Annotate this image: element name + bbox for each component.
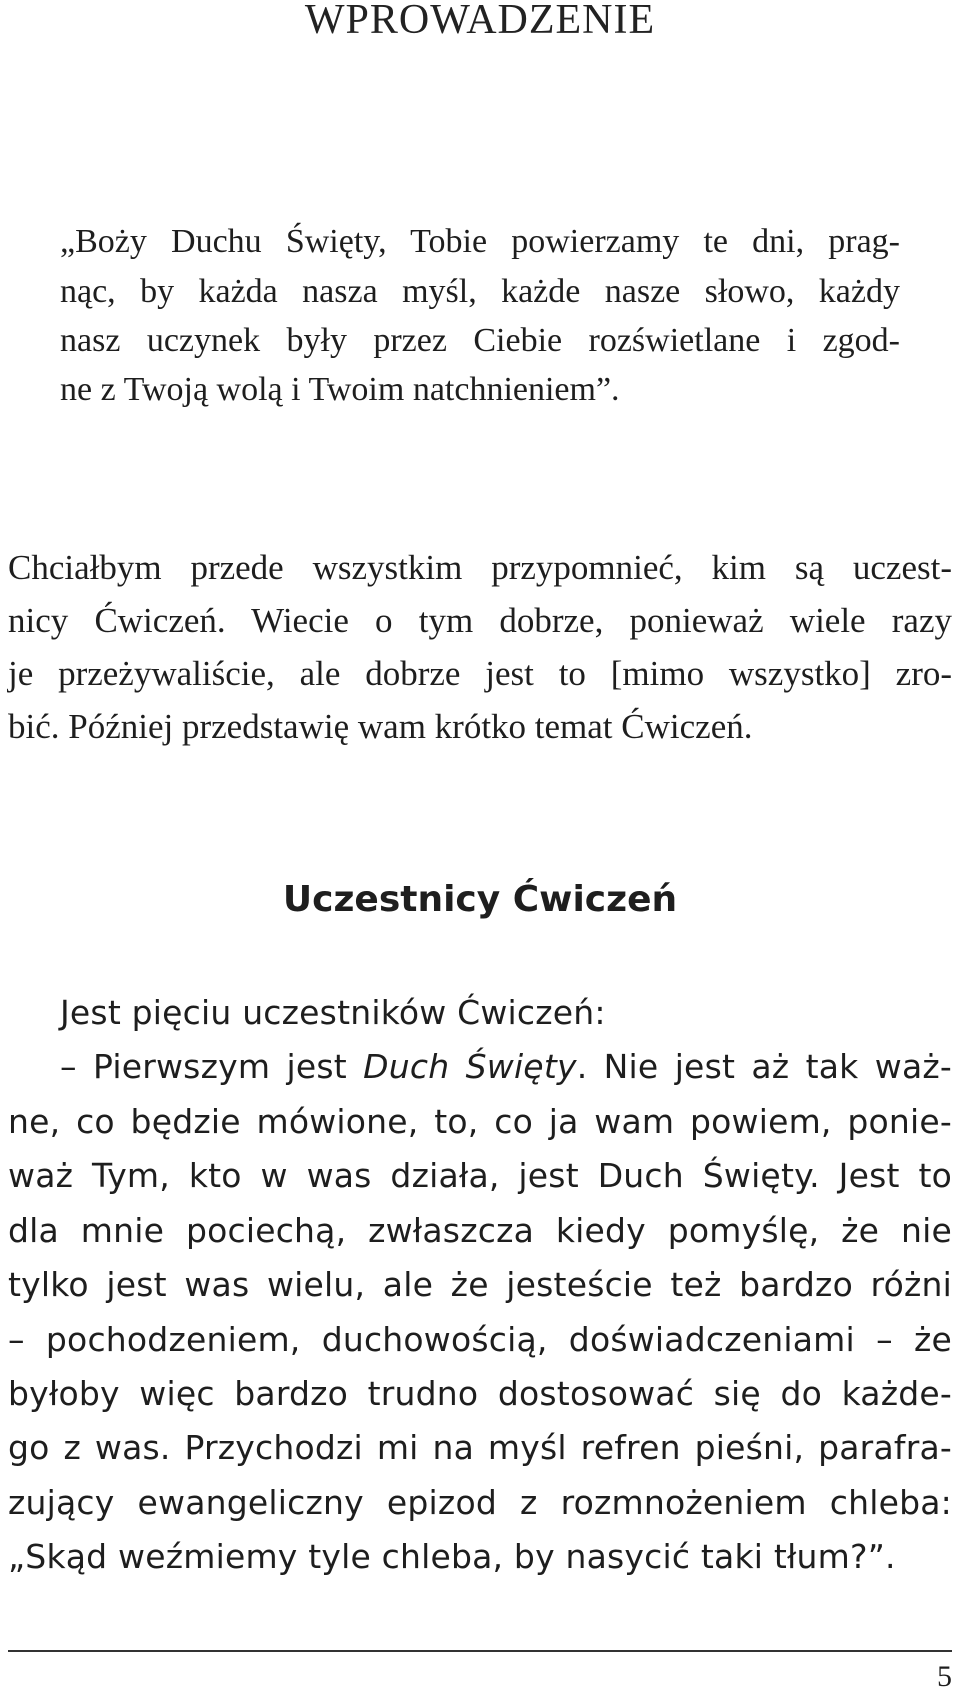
body-line: Jest pięciu uczestników Ćwiczeń: — [60, 993, 606, 1032]
body-line: ne, co będzie mówione, to, co ja wam powiem, ponie- — [8, 1102, 952, 1141]
body-text: . Nie jest aż tak waż- — [576, 1047, 952, 1086]
page-number: 5 — [937, 1660, 952, 1693]
quote-line: nasz uczynek były przez Ciebie rozświetlane i zgod- — [60, 322, 900, 359]
body-text: – Pierwszym jest — [60, 1047, 364, 1086]
body-line: dla mnie pociechą, zwłaszcza kiedy pomyślę, że nie — [8, 1211, 952, 1250]
footer-divider — [8, 1650, 952, 1652]
intro-line: Chciałbym przede wszystkim przypomnieć, kim są uczest- — [8, 548, 952, 587]
intro-line: je przeżywaliście, ale dobrze jest to [mimo wszystko] zro- — [8, 654, 952, 693]
quote-line: „Boży Duchu Święty, Tobie powierzamy te dni, prag- — [60, 223, 900, 260]
body-line: go z was. Przychodzi mi na myśl refren pieśni, parafra- — [8, 1428, 952, 1467]
body-line: – pochodzeniem, duchowością, doświadczeniami – że — [8, 1320, 952, 1359]
emphasis-text: Duch Święty — [363, 1047, 577, 1086]
section-heading: Uczestnicy Ćwiczeń — [282, 879, 678, 920]
intro-line: bić. Później przedstawię wam krótko temat Ćwiczeń. — [8, 707, 753, 746]
body-line: „Skąd weźmiemy tyle chleba, by nasycić taki tłum?”. — [8, 1537, 896, 1576]
intro-line: nicy Ćwiczeń. Wiecie o tym dobrze, ponieważ wiele razy — [8, 601, 952, 640]
body-line — [60, 1047, 952, 1087]
quote-line: ne z Twoją wolą i Twoim natchnieniem”. — [60, 371, 620, 408]
chapter-title: WPROWADZENIE — [304, 0, 656, 43]
body-line: tylko jest was wielu, ale że jesteście też bardzo różni — [8, 1265, 952, 1304]
body-line: zujący ewangeliczny epizod z rozmnożeniem chleba: — [8, 1483, 952, 1522]
quote-line: nąc, by każda nasza myśl, każde nasze słowo, każdy — [60, 273, 900, 310]
body-line: byłoby więc bardzo trudno dostosować się do każde- — [8, 1374, 952, 1413]
body-line: waż Tym, kto w was działa, jest Duch Święty. Jest to — [8, 1156, 952, 1195]
